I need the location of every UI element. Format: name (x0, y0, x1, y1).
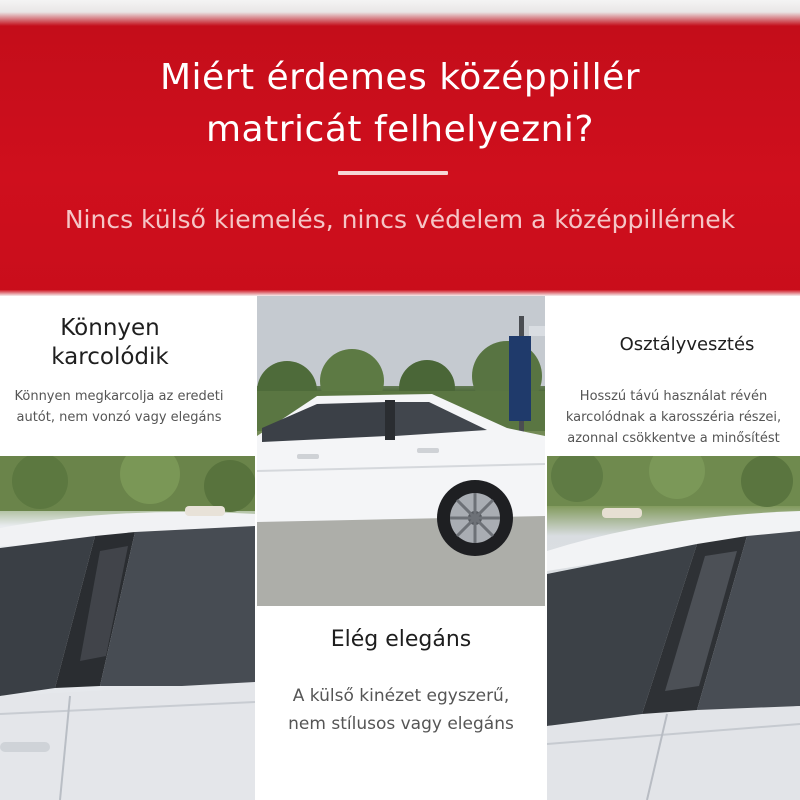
panel-middle-heading: Elég elegáns (330, 627, 472, 652)
car-pillar-illustration-right (547, 456, 800, 800)
page-title (0, 52, 800, 156)
car-pillar-illustration-left (0, 456, 255, 800)
panel-right-desc-line-1: Hosszú távú használat révén (579, 389, 768, 404)
panel-right-heading: Osztályvesztés (619, 334, 755, 355)
car-side-illustration (257, 296, 545, 606)
page-title-line-1: Miért érdemes középpillér (159, 57, 641, 98)
panel-middle-description (257, 682, 545, 738)
panel-left-heading-line-1: Könnyen (60, 315, 160, 341)
panel-left-heading (0, 314, 220, 372)
page-title-line-2: matricát felhelyezni? (205, 109, 595, 150)
panel-right-description (547, 386, 800, 449)
car-side-photo-middle (257, 296, 545, 606)
panel-right-desc-line-2: karcolódnak a karosszéria részei, (565, 410, 782, 425)
panel-left-description (0, 386, 238, 428)
panel-left-heading-line-2: karcolódik (51, 344, 169, 370)
panel-right-desc-line-3: azonnal csökkentve a minősítést (567, 431, 780, 446)
title-divider (338, 171, 448, 175)
pillar-faded-photo-right (547, 456, 800, 800)
panel-middle-desc-line-2: nem stílusos vagy elegáns (288, 714, 514, 734)
panel-left-desc-line-1: Könnyen megkarcolja az eredeti (14, 389, 224, 404)
page-subtitle: Nincs külső kiemelés, nincs védelem a középpillérnek (64, 205, 736, 234)
panel-middle-desc-line-1: A külső kinézet egyszerű, (292, 686, 510, 706)
pillar-scratch-photo-left (0, 456, 255, 800)
panel-left-desc-line-2: autót, nem vonzó vagy elegáns (16, 410, 222, 425)
